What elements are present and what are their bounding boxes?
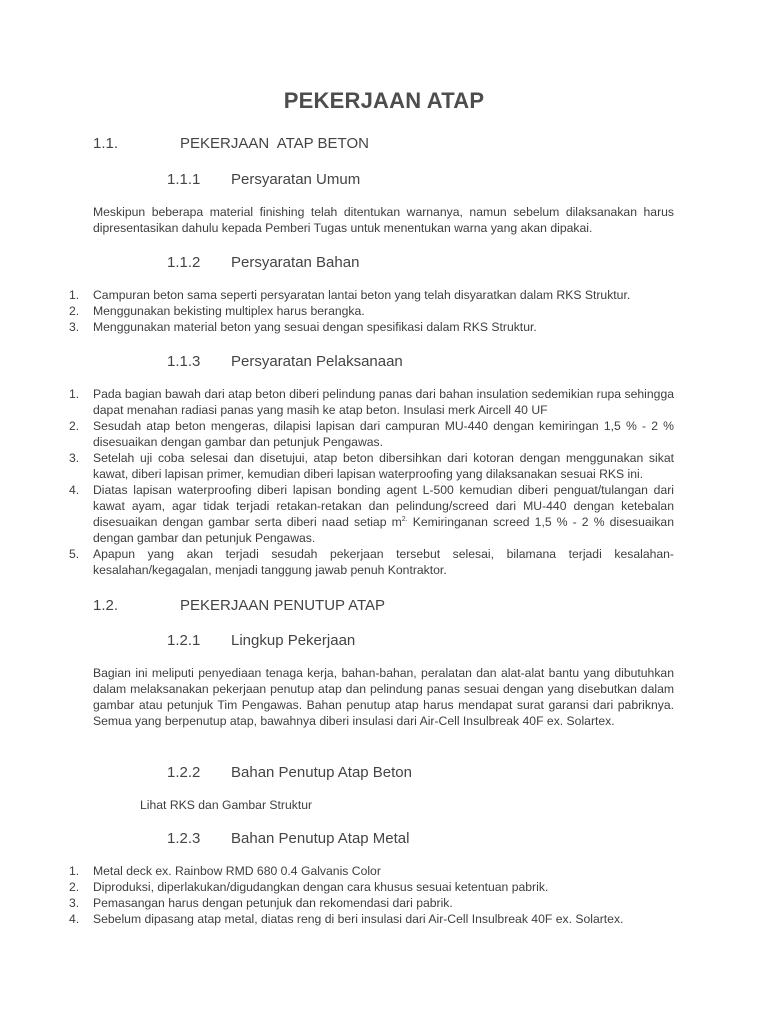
list-persyaratan-pelaksanaan [0, 386, 674, 578]
list-number: 4. [69, 483, 80, 497]
section-title: PEKERJAAN ATAP BETON [180, 135, 369, 152]
list-text: Diatas lapisan waterproofing diberi lapisan bonding agent L-500 kemudian diberi penguat/tulangan dari kawat ayam, agar tidak terjadi retakan-retakan dan pelindung/screed dari MU-440 dengan ketebalan disesuaikan dengan gambar serta diberi naad setiap m [93, 483, 674, 529]
subsection-number: 1.2.3 [167, 830, 201, 847]
list-item [0, 863, 674, 879]
list-text: Menggunakan bekisting multiplex harus berangka. [93, 304, 365, 318]
list-text: Sesudah atap beton mengeras, dilapisi lapisan dari campuran MU-440 dengan kemiringan 1,5 % - 2 % disesuaikan dengan gambar dan petunjuk Pengawas. [93, 419, 674, 449]
subsection-title: Persyaratan Pelaksanaan [231, 353, 403, 370]
subsection-title: Lingkup Pekerjaan [231, 632, 356, 649]
list-number: 3. [69, 320, 80, 334]
subsection-title: Bahan Penutup Atap Beton [231, 764, 412, 781]
list-item [0, 546, 674, 578]
list-item [0, 287, 674, 303]
subsection-number: 1.1.1 [167, 171, 201, 188]
list-number: 1. [69, 864, 80, 878]
list-item [0, 319, 674, 335]
page-title: PEKERJAAN ATAP [283, 88, 485, 113]
list-text: Pada bagian bawah dari atap beton diberi pelindung panas dari bahan insulation sedemikian rupa sehingga dapat menahan radiasi panas yang masih ke atap beton. Insulasi merk Aircell 40 UF [93, 387, 674, 417]
list-number: 2. [69, 304, 80, 318]
section-title: PEKERJAAN PENUTUP ATAP [180, 597, 386, 614]
list-number: 2. [69, 880, 80, 894]
section-number: 1.1. [93, 135, 119, 152]
list-item [0, 911, 674, 927]
list-text: Apapun yang akan terjadi sesudah pekerjaan tersebut selesai, bilamana terjadi kesalahan-kesalahan/kegagalan, menjadi tanggung jawab penuh Kontraktor. [93, 547, 674, 577]
list-number: 4. [69, 912, 80, 926]
paragraph-lingkup-pekerjaan: Bagian ini meliputi penyediaan tenaga kerja, bahan-bahan, peralatan dan alat-alat bantu yang dibutuhkan dalam melaksanakan pekerjaan penutup atap dan pelindung panas sesuai dengan yang disebutkan dalam gambar atau petunjuk Tim Pengawas. Bahan penutup atap harus mendapat surat garansi dari pabriknya. Semua yang berpenutup atap, bawahnya diberi insulasi dari Air-Cell Insulbreak 40F ex. Solartex. [93, 666, 674, 728]
list-number: 1. [69, 387, 80, 401]
list-text: Sebelum dipasang atap metal, diatas reng di beri insulasi dari Air-Cell Insulbreak 40F ex. Solartex. [93, 912, 624, 926]
list-number: 5. [69, 547, 80, 561]
list-text: Pemasangan harus dengan petunjuk dan rekomendasi dari pabrik. [93, 896, 453, 910]
list-item [0, 482, 674, 546]
list-item [0, 879, 674, 895]
list-text: Menggunakan material beton yang sesuai dengan spesifikasi dalam RKS Struktur. [93, 320, 537, 334]
subsection-number: 1.2.1 [167, 632, 201, 649]
subsection-title: Persyaratan Umum [231, 171, 361, 188]
subsection-number: 1.2.2 [167, 764, 201, 781]
list-item [0, 450, 674, 482]
list-number: 3. [69, 896, 80, 910]
list-text: Metal deck ex. Rainbow RMD 680 0.4 Galvanis Color [93, 864, 381, 878]
list-number: 3. [69, 451, 80, 465]
list-item [0, 895, 674, 911]
list-text: Setelah uji coba selesai dan disetujui, atap beton dibersihkan dari kotoran dengan menggunakan sikat kawat, diberi lapisan primer, kemudian diberi lapisan waterproofing yang dilaksanakan sesuai RKS ini. [93, 451, 674, 481]
list-number: 2. [69, 419, 80, 433]
subsection-number: 1.1.2 [167, 254, 201, 271]
list-bahan-penutup-metal [0, 863, 674, 927]
section-number: 1.2. [93, 597, 119, 614]
list-text: Campuran beton sama seperti persyaratan lantai beton yang telah disyaratkan dalam RKS Struktur. [93, 288, 631, 302]
list-item [0, 386, 674, 418]
paragraph-bahan-penutup-beton: Lihat RKS dan Gambar Struktur [140, 798, 313, 812]
list-text-continued: Kemiringanan screed 1,5 % - 2 % disesuaikan dengan gambar dan petunjuk Pengawas. [93, 515, 674, 545]
list-persyaratan-bahan [0, 287, 674, 335]
paragraph-persyaratan-umum: Meskipun beberapa material finishing telah ditentukan warnanya, namun sebelum dilaksanakan harus dipresentasikan dahulu kepada Pemberi Tugas untuk menentukan warna yang akan dipakai. [93, 205, 674, 235]
list-item [0, 303, 674, 319]
superscript: 2. [401, 515, 408, 523]
subsection-title: Bahan Penutup Atap Metal [231, 830, 410, 847]
list-text: Diproduksi, diperlakukan/digudangkan dengan cara khusus sesuai ketentuan pabrik. [93, 880, 549, 894]
subsection-number: 1.1.3 [167, 353, 201, 370]
list-item [0, 418, 674, 450]
list-number: 1. [69, 288, 80, 302]
subsection-title: Persyaratan Bahan [231, 254, 360, 271]
